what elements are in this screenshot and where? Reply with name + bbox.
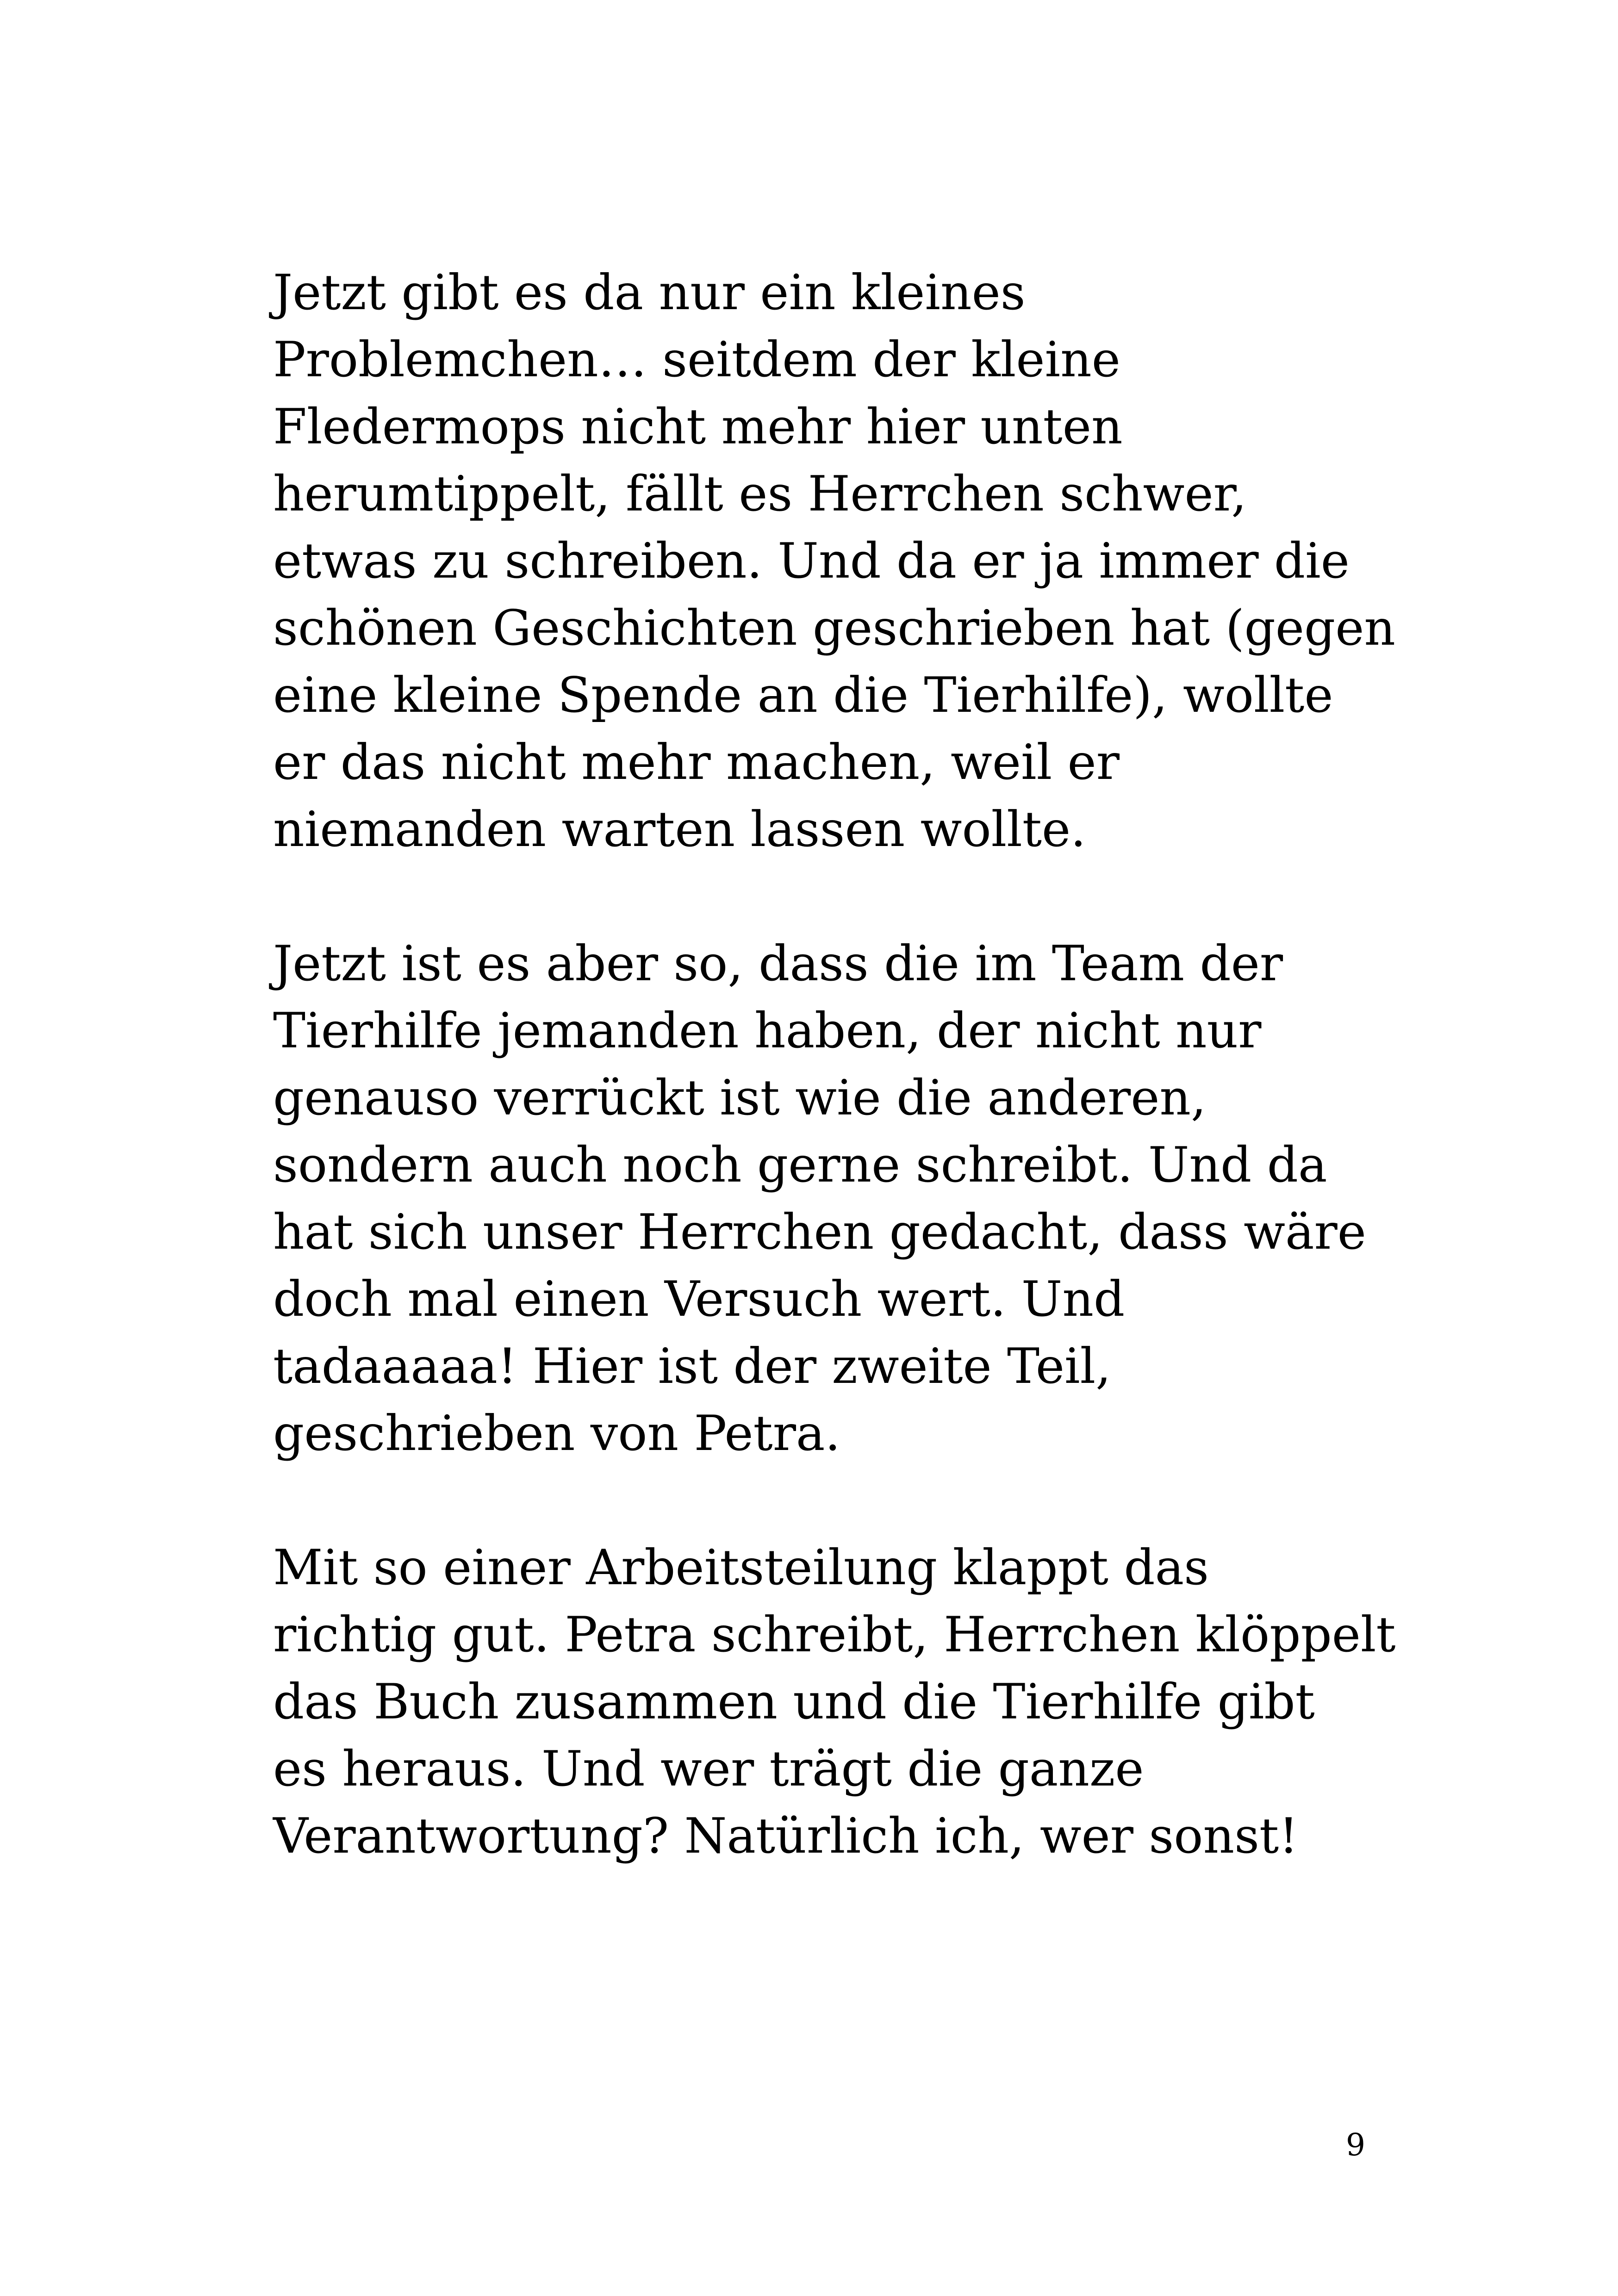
paragraph-2 [273,930,1407,1467]
text-line: sondern auch noch gerne schreibt. Und da [273,1137,1327,1193]
text-line: Mit so einer Arbeitsteilung klappt das [273,1539,1209,1596]
text-line: Verantwortung? Natürlich ich, wer sonst! [273,1808,1299,1864]
body-text [273,259,1407,1870]
text-line: er das nicht mehr machen, weil er [273,734,1120,790]
paragraph-1 [273,259,1407,863]
text-line: hat sich unser Herrchen gedacht, dass wäre [273,1204,1366,1260]
text-line: Jetzt gibt es da nur ein kleines [273,264,1026,321]
text-line: tadaaaaa! Hier ist der zweite Teil, [273,1338,1111,1394]
text-line: das Buch zusammen und die Tierhilfe gibt [273,1674,1315,1730]
text-line: herumtippelt, fällt es Herrchen schwer, [273,466,1247,522]
text-line: Fledermops nicht mehr hier unten [273,398,1123,455]
text-line: etwas zu schreiben. Und da er ja immer die [273,533,1350,589]
text-line: schönen Geschichten geschrieben hat (gegen [273,600,1395,656]
text-line: doch mal einen Versuch wert. Und [273,1271,1125,1327]
text-line: Jetzt ist es aber so, dass die im Team der [273,935,1283,992]
text-line: eine kleine Spende an die Tierhilfe), wollte [273,667,1333,723]
text-line: Problemchen… seitdem der kleine [273,331,1120,388]
text-line: niemanden warten lassen wollte. [273,801,1086,858]
text-line: genauso verrückt ist wie die anderen, [273,1070,1207,1126]
page-number: 9 [1346,2127,1365,2163]
text-line: richtig gut. Petra schreibt, Herrchen klöppelt [273,1606,1396,1663]
text-line: es heraus. Und wer trägt die ganze [273,1741,1144,1797]
text-line: geschrieben von Petra. [273,1405,840,1462]
text-line: Tierhilfe jemanden haben, der nicht nur [273,1002,1262,1059]
paragraph-3 [273,1534,1407,1870]
